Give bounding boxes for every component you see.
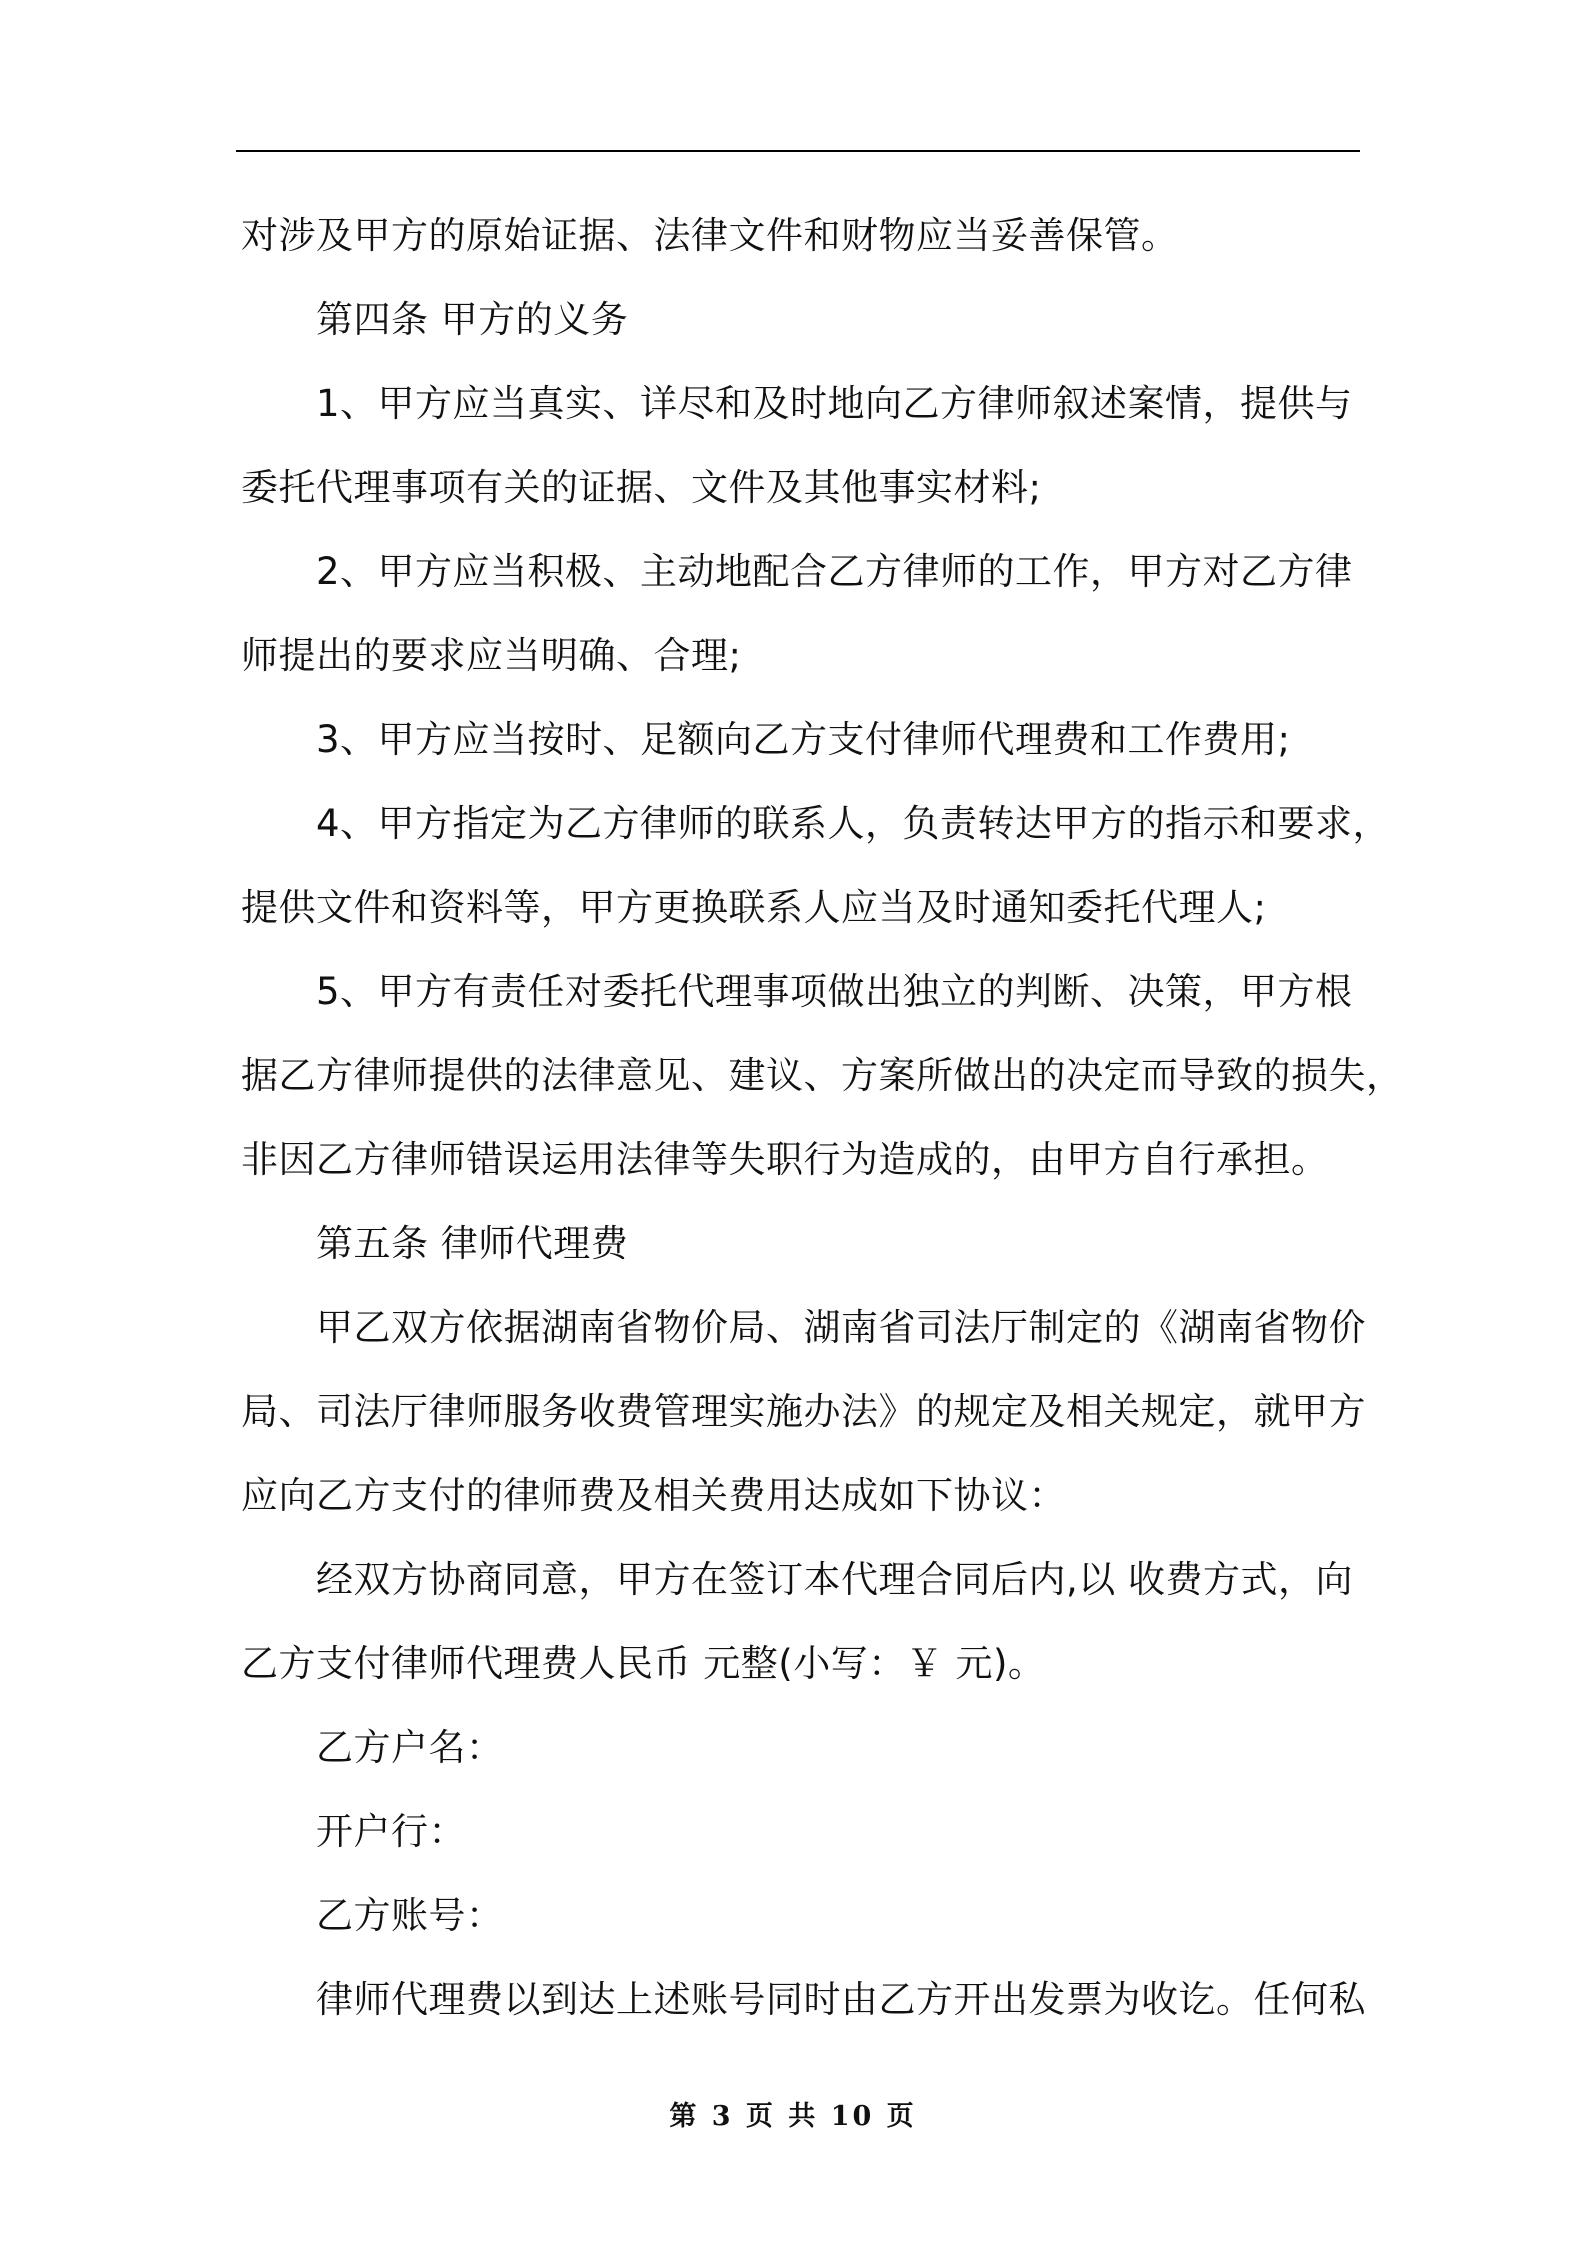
text-line: 乙方账号： — [316, 1894, 504, 1937]
text-line: 经双方协商同意，甲方在签订本代理合同后内,以 收费方式，向 — [316, 1558, 1354, 1601]
page-number-footer: 第 3 页 共 10 页 — [669, 2101, 917, 2132]
text-line: 提供文件和资料等，甲方更换联系人应当及时通知委托代理人; — [241, 886, 1267, 929]
text-line: 4、甲方指定为乙方律师的联系人，负责转达甲方的指示和要求， — [316, 802, 1391, 845]
text-line: 甲乙双方依据湖南省物价局、湖南省司法厅制定的《湖南省物价 — [316, 1306, 1366, 1349]
text-line: 第五条 律师代理费 — [316, 1222, 629, 1265]
text-line: 1、甲方应当真实、详尽和及时地向乙方律师叙述案情，提供与 — [316, 382, 1353, 425]
text-line: 律师代理费以到达上述账号同时由乙方开出发票为收讫。任何私 — [316, 1978, 1366, 2021]
text-line: 乙方支付律师代理费人民币 元整(小写：￥ 元)。 — [241, 1642, 1046, 1685]
text-line: 应向乙方支付的律师费及相关费用达成如下协议： — [241, 1474, 1066, 1517]
document-body — [241, 194, 1404, 2042]
text-line: 师提出的要求应当明确、合理; — [241, 634, 742, 677]
text-line: 3、甲方应当按时、足额向乙方支付律师代理费和工作费用; — [316, 718, 1291, 761]
text-line: 局、司法厅律师服务收费管理实施办法》的规定及相关规定，就甲方 — [241, 1390, 1366, 1433]
text-line: 5、甲方有责任对委托代理事项做出独立的判断、决策，甲方根 — [316, 970, 1353, 1013]
text-line: 第四条 甲方的义务 — [316, 298, 629, 341]
header-rule — [236, 150, 1360, 152]
text-line: 非因乙方律师错误运用法律等失职行为造成的，由甲方自行承担。 — [241, 1138, 1329, 1181]
text-line: 开户行： — [316, 1810, 466, 1853]
text-line: 委托代理事项有关的证据、文件及其他事实材料; — [241, 466, 1042, 509]
text-line: 2、甲方应当积极、主动地配合乙方律师的工作，甲方对乙方律 — [316, 550, 1353, 593]
text-line: 据乙方律师提供的法律意见、建议、方案所做出的决定而导致的损失， — [241, 1054, 1404, 1097]
text-line: 乙方户名： — [316, 1726, 504, 1769]
text-line: 对涉及甲方的原始证据、法律文件和财物应当妥善保管。 — [241, 214, 1179, 257]
